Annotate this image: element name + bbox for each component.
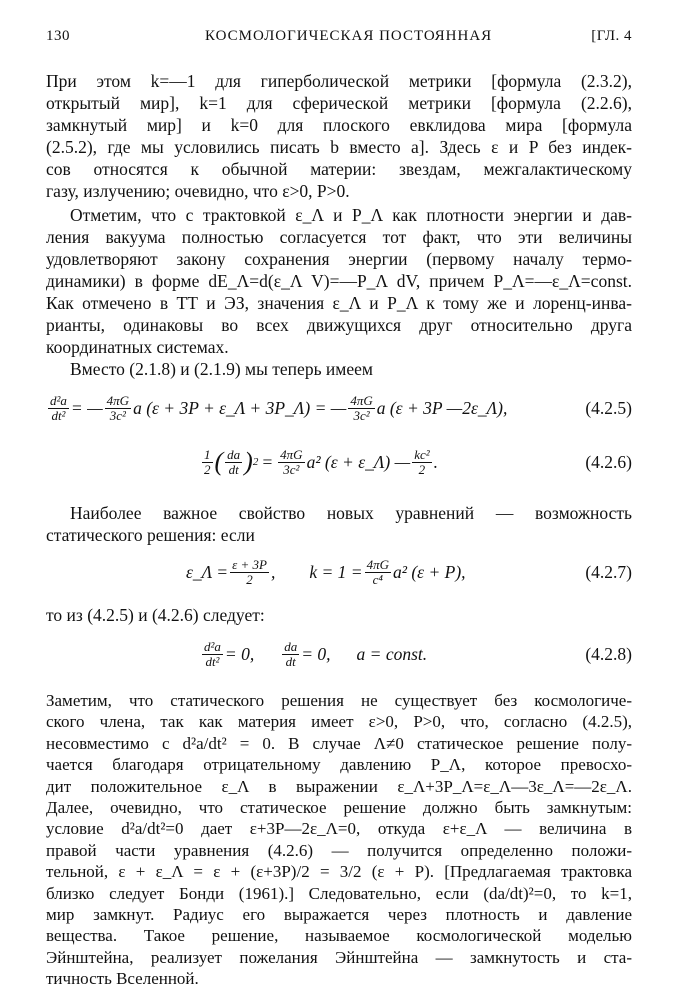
text-line: замкнутый мир] и k=0 для плоского евклидова мира [формула [46, 115, 632, 135]
text-line: динамики) в форме dE_Λ=d(ε_Λ V)=—P_Λ dV, причем P_Λ=—ε_Λ=const. [46, 271, 632, 291]
text-line: (2.5.2), где мы условились писать b вместо a]. Здесь ε и P без индек- [46, 137, 632, 157]
equation-number: (4.2.5) [585, 398, 632, 418]
equation-number: (4.2.8) [585, 644, 632, 664]
text-line: При этом k=—1 для гиперболической метрики [формула (2.3.2), [46, 71, 632, 91]
text-line: чается благодаря отрицательному давлению P_Λ, которое превосхо- [46, 755, 632, 775]
text-line: координатных системах. [46, 337, 229, 357]
page-number: 130 [46, 28, 70, 44]
text-line: вещества. Такое решение, называемое космологической моделью [46, 926, 632, 946]
equation-number: (4.2.7) [585, 562, 632, 582]
text-line: рианты, одинаковы во всех движущихся друг относительно друга [46, 315, 632, 335]
text-line: статического решения: если [46, 525, 255, 545]
chapter-label: [ГЛ. 4 [591, 28, 632, 44]
equation-4-2-8: $\frac{\text{d²a}}{\text{dt²}}$ = 0, $\frac{da}{dt}$ = 0, a = const. [204, 638, 428, 669]
text-line: Заметим, что статического решения не существует без космологиче- [46, 691, 632, 710]
text-line: сов относятся к обычной материи: звездам, межгалактическому [46, 159, 632, 179]
text-line: ского члена, так как материя имеет ε>0, P>0, что, согласно (4.2.5), [46, 712, 632, 732]
text-line: Вместо (2.1.8) и (2.1.9) мы теперь имеем [70, 359, 373, 379]
equation-4-2-7: ε_Λ = $\frac{\varepsilon + 3P}{2}$ , k = 1 = $\frac{4\pi G}{\text{c⁴}}$ a² (ε + P), [186, 556, 466, 587]
text-line: открытый мир], k=1 для сферической метрики [формула (2.2.6), [46, 93, 632, 113]
text-line: тельной, ε + ε_Λ = ε + (ε+3P)/2 = 3/2 (ε + P). [Предлагаемая трактовка [46, 862, 632, 882]
text-line: Как отмечено в ТТ и ЭЗ, значения ε_Λ и P_Λ к тому же и лоренц-инва- [46, 293, 632, 313]
text-line: правой части уравнения (4.2.6) — получится определенно положи- [46, 840, 632, 860]
text-line: Отметим, что с трактовкой ε_Λ и P_Λ как плотности энергии и дав- [70, 205, 632, 225]
text-line: условие d²a/dt²=0 дает ε+3P—2ε_Λ=0, откуда ε+ε_Λ — величина в [46, 819, 632, 839]
text-line: тичность Вселенной. [46, 969, 199, 989]
text-line: газу, излучению; очевидно, что ε>0, P>0. [46, 181, 350, 201]
text-line: то из (4.2.5) и (4.2.6) следует: [46, 605, 265, 625]
text-line: дит положительное ε_Λ в выражении ε_Λ+3P_Λ=ε_Λ—3ε_Λ=—2ε_Λ. [46, 776, 632, 796]
equation-4-2-5: $\frac{\text{d²a}}{\text{dt²}}$ = — $\frac{4\pi G}{\text{3c²}}$ a (ε + 3P + ε_Λ + 3P_Λ) = — $\frac{4\pi G}{\text{3c²}}$ a (ε + 3P —2ε_Λ), [50, 392, 508, 423]
text-line: Эйнштейна, реализует пожелания Эйнштейна — замкнутость и ста- [46, 947, 632, 967]
text-line: несовместимо с d²a/dt² = 0. В случае Λ≠0 статическое решение полу- [46, 733, 632, 753]
text-line: ления вакуума полностью согласуется тот факт, что эти величины [46, 227, 632, 247]
text-line: Далее, очевидно, что статическое решение должно быть замкнутым: [46, 798, 632, 817]
text-line: Наиболее важное свойство новых уравнений — возможность [70, 503, 632, 523]
text-line: удовлетворяют закону сохранения энергии (первому началу термо- [46, 249, 632, 269]
equation-number: (4.2.6) [585, 452, 632, 472]
running-title: КОСМОЛОГИЧЕСКАЯ ПОСТОЯННАЯ [205, 28, 493, 44]
text-line: мир замкнут. Радиус его выражается через плотность и давление [46, 905, 632, 924]
equation-4-2-6: $\frac{1}{2}$ ( $\frac{da}{dt}$ ) 2 = $\frac{4\pi G}{\text{3c²}}$ a² (ε + ε_Λ) — $\frac{\text{kc²}}{2}$ . [204, 446, 439, 477]
text-line: близко следует Бонди (1961).] Следовательно, если (da/dt)²=0, то k=1, [46, 883, 632, 903]
